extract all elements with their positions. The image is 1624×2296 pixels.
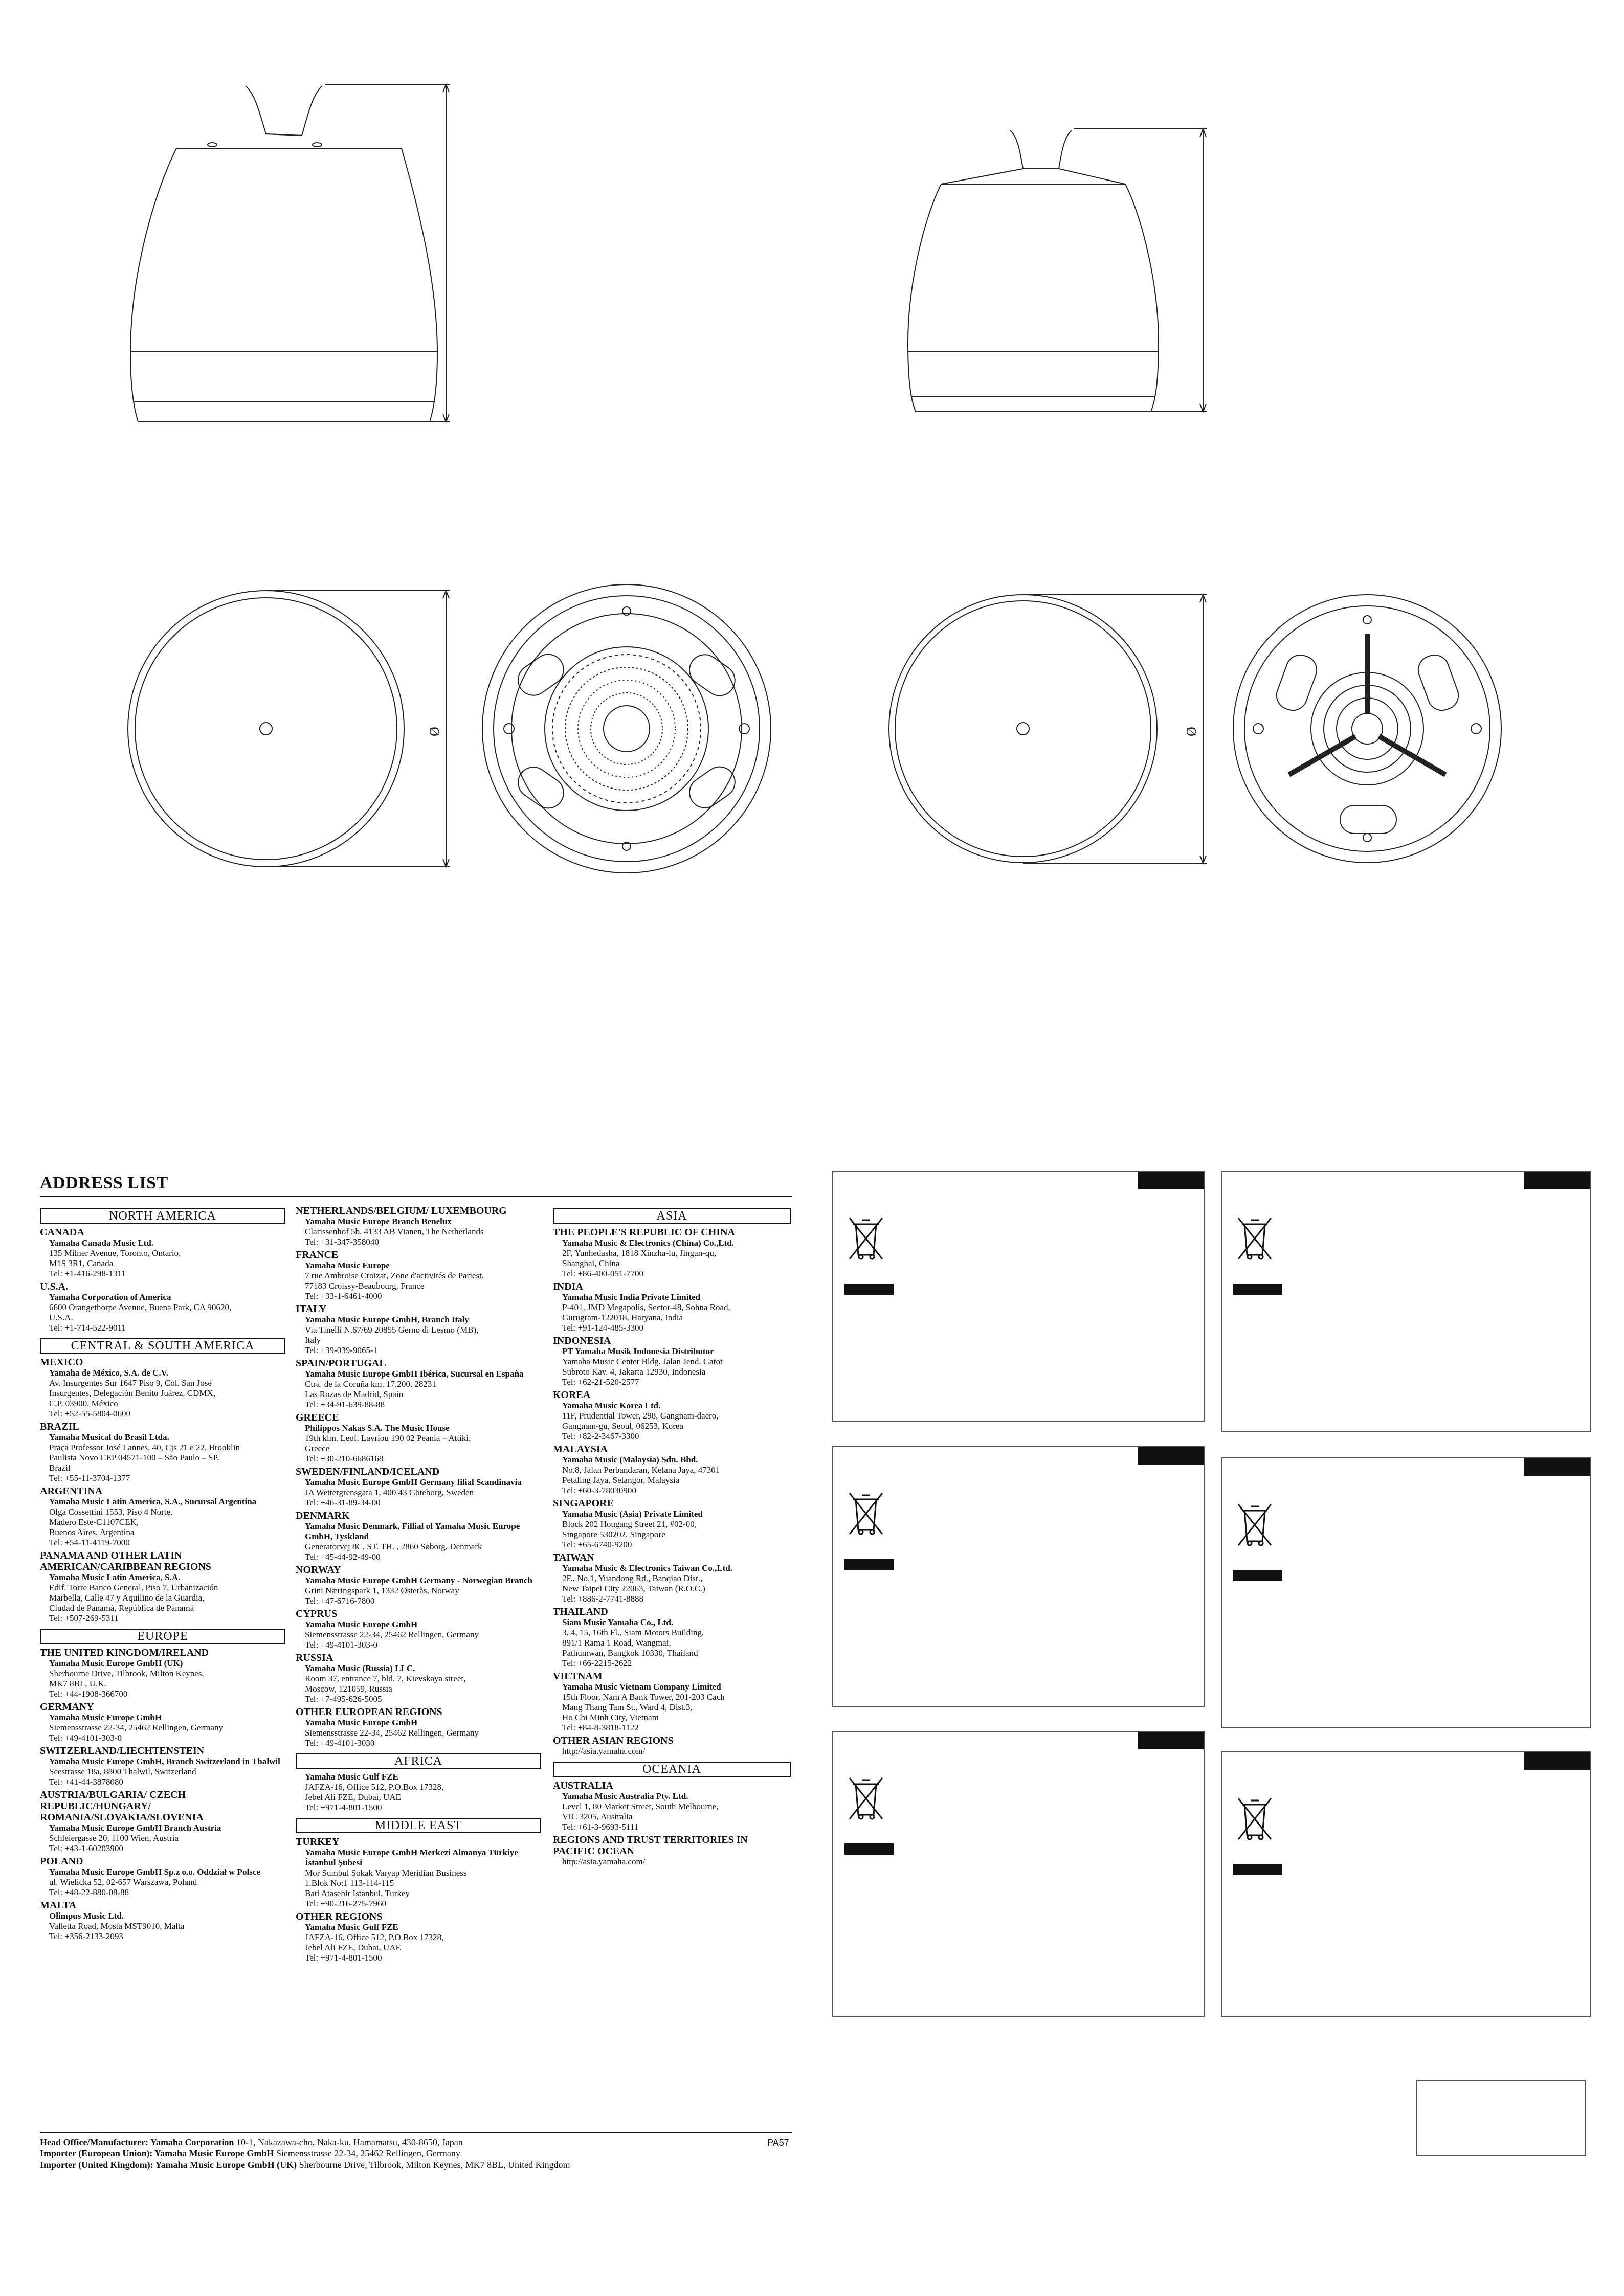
address-line: Grini Næringspark 1, 1332 Østerås, Norway: [305, 1586, 459, 1595]
crossed-out-bin-icon: [1234, 1214, 1275, 1263]
company-name: Yamaha Music Europe GmbH (UK): [49, 1658, 183, 1668]
address-entry: [296, 1369, 541, 1410]
language-tab: [1524, 1458, 1590, 1476]
address-line: Olga Cossettini 1553, Piso 4 Norte,: [49, 1507, 173, 1517]
footer-rule: [40, 2132, 792, 2133]
address-entry: [553, 1455, 791, 1496]
company-name: Yamaha Music Europe GmbH Branch Austria: [49, 1823, 221, 1833]
company-name: Yamaha Music Europe GmbH Ibérica, Sucursal en España: [305, 1369, 524, 1379]
speaker-a-top-view: [128, 591, 450, 867]
address-line: Mor Sumbul Sokak Varyap Meridian Business: [305, 1868, 467, 1878]
country-name: MALTA: [40, 1900, 77, 1911]
country-name: NORWAY: [296, 1564, 341, 1575]
company-name: Yamaha Music Vietnam Company Limited: [562, 1682, 721, 1692]
address-entry: [40, 1757, 285, 1787]
company-name: Philippos Nakas S.A. The Music House: [305, 1423, 450, 1433]
address-line: Jebel Ali FZE, Dubai, UAE: [305, 1792, 401, 1802]
country-name: SWITZERLAND/LIECHTENSTEIN: [40, 1745, 205, 1757]
address-list: [40, 1174, 792, 2186]
address-line: Ho Chi Minh City, Vietnam: [562, 1713, 659, 1722]
language-tab: [1138, 1172, 1204, 1189]
address-line: Tel: +49-4101-303-0: [305, 1640, 378, 1650]
address-line: Italy: [305, 1335, 321, 1345]
address-line: Block 202 Hougang Street 21, #02-00,: [562, 1519, 697, 1529]
diameter-label-a: Ø: [427, 727, 442, 736]
country-name: TURKEY: [296, 1836, 340, 1848]
company-name: Yamaha Music Latin America, S.A.: [49, 1572, 181, 1582]
address-line: Tel: +48-22-880-08-88: [49, 1887, 129, 1897]
address-line: Las Rozas de Madrid, Spain: [305, 1389, 404, 1399]
weee-bar: [1233, 1284, 1282, 1295]
company-name: Yamaha Music Europe GmbH: [305, 1619, 418, 1629]
address-entry: [40, 1368, 285, 1419]
country-name: THAILAND: [553, 1606, 608, 1617]
address-column-2: [296, 1203, 541, 1963]
address-line: Paulista Novo CEP 04571-100 – São Paulo – SP,: [49, 1453, 219, 1462]
address-line: 135 Milner Avenue, Toronto, Ontario,: [49, 1248, 181, 1258]
weee-notice-box: [1221, 1751, 1591, 2017]
address-entry: [40, 1432, 285, 1483]
address-line: Tel: +84-8-3818-1122: [562, 1723, 639, 1732]
address-line: Sherbourne Drive, Tilbrook, Milton Keynes,: [49, 1669, 204, 1678]
weee-bar: [844, 1843, 894, 1855]
address-entry: [553, 1791, 791, 1832]
address-line: Tel: +49-4101-303-0: [49, 1733, 122, 1743]
address-line: Tel: +971-4-801-1500: [305, 1953, 382, 1963]
address-entry: [553, 1401, 791, 1442]
address-line: Tel: +82-2-3467-3300: [562, 1431, 639, 1441]
country-name: THE UNITED KINGDOM/IRELAND: [40, 1647, 209, 1658]
address-line: 7 rue Ambroise Croizat, Zone d'activités de Pariest,: [305, 1271, 484, 1280]
weee-notice-box: [1221, 1171, 1591, 1432]
address-entry: [553, 1857, 791, 1867]
company-name: Yamaha Musical do Brasil Ltda.: [49, 1432, 169, 1442]
country-name: OTHER EUROPEAN REGIONS: [296, 1706, 442, 1718]
address-entry: [40, 1867, 285, 1898]
address-line: Siemensstrasse 22-34, 25462 Rellingen, Germany: [49, 1723, 223, 1732]
address-entry: [40, 1497, 285, 1548]
address-line: http://asia.yamaha.com/: [562, 1857, 646, 1866]
address-entry: [40, 1658, 285, 1699]
address-line: 15th Floor, Nam A Bank Tower, 201-203 Cach: [562, 1692, 725, 1702]
address-entry: [296, 1575, 541, 1606]
title-rule: [40, 1196, 792, 1197]
address-line: Buenos Aires, Argentina: [49, 1527, 135, 1537]
address-line: Tel: +1-714-522-9011: [49, 1323, 126, 1333]
company-name: Yamaha Music Europe GmbH Merkezi Almanya Türkiye İstanbul Şubesi: [305, 1848, 518, 1867]
address-line: Tel: +41-44-3878080: [49, 1777, 123, 1787]
country-name: VIETNAM: [553, 1671, 603, 1682]
address-entry: [553, 1509, 791, 1550]
address-line: 1.Blok No:1 113-114-115: [305, 1878, 394, 1888]
region-heading: AFRICA: [296, 1753, 541, 1769]
speaker-b-side-view: [908, 129, 1207, 412]
address-line: Tel: +65-6740-9200: [562, 1540, 632, 1549]
document-code: PA57: [767, 2137, 789, 2148]
address-line: Valletta Road, Mosta MST9010, Malta: [49, 1921, 185, 1931]
company-name: Yamaha Music India Private Limited: [562, 1292, 701, 1302]
address-line: Tel: +44-1908-366700: [49, 1689, 128, 1699]
address-entry: [296, 1217, 541, 1247]
address-line: Yamaha Music Center Bldg. Jalan Jend. Gatot: [562, 1357, 723, 1366]
address-line: Tel: +55-11-3704-1377: [49, 1473, 130, 1483]
address-line: Tel: +43-1-60203900: [49, 1843, 123, 1853]
address-line: Av. Insurgentes Sur 1647 Piso 9, Col. San José: [49, 1378, 212, 1388]
country-name: OTHER REGIONS: [296, 1911, 383, 1922]
country-name: PANAMA AND OTHER LATIN AMERICAN/CARIBBEAN REGIONS: [40, 1550, 212, 1572]
address-column-1: [40, 1203, 285, 1942]
company-name: Olimpus Music Ltd.: [49, 1911, 124, 1921]
company-name: Yamaha Music Europe GmbH: [305, 1718, 418, 1727]
country-name: KOREA: [553, 1389, 591, 1401]
address-line: Tel: +356-2133-2093: [49, 1931, 123, 1941]
country-name: BRAZIL: [40, 1421, 79, 1432]
country-name: CYPRUS: [296, 1608, 338, 1619]
company-name: Yamaha Music Europe GmbH, Branch Switzerland in Thalwil: [49, 1757, 280, 1766]
address-line: 77183 Croissy-Beaubourg, France: [305, 1281, 425, 1291]
language-tab: [1138, 1447, 1204, 1465]
address-line: Brazil: [49, 1463, 71, 1473]
crossed-out-bin-icon: [1234, 1794, 1275, 1843]
address-entry: [296, 1619, 541, 1650]
address-entry: [553, 1746, 791, 1757]
address-line: Singapore 530202, Singapore: [562, 1529, 665, 1539]
country-name: MALAYSIA: [553, 1444, 608, 1455]
weee-bar: [1233, 1570, 1282, 1581]
address-entry: [553, 1292, 791, 1333]
address-line: Generatorvej 8C, ST. TH. , 2860 Søborg, Denmark: [305, 1542, 482, 1551]
address-line: Insurgentes, Delegación Benito Juárez, CDMX,: [49, 1388, 215, 1398]
address-line: Tel: +45-44-92-49-00: [305, 1552, 381, 1562]
address-line: Shanghai, China: [562, 1258, 620, 1268]
language-tab: [1138, 1732, 1204, 1749]
speaker-b-bottom-view: [1233, 595, 1501, 863]
company-name: Yamaha Music (Malaysia) Sdn. Bhd.: [562, 1455, 698, 1465]
address-line: Gurugram-122018, Haryana, India: [562, 1313, 683, 1322]
address-list-title: ADDRESS LIST: [40, 1174, 168, 1192]
address-line: 6600 Orangethorpe Avenue, Buena Park, CA 90620,: [49, 1302, 232, 1312]
company-name: Yamaha Music Latin America, S.A., Sucursal Argentina: [49, 1497, 257, 1506]
address-entry: [296, 1260, 541, 1301]
company-name: Yamaha Music (Russia) LLC.: [305, 1663, 415, 1673]
address-line: Seestrasse 18a, 8800 Thalwil, Switzerland: [49, 1767, 196, 1776]
country-name: ARGENTINA: [40, 1485, 103, 1497]
region-heading: CENTRAL & SOUTH AMERICA: [40, 1338, 285, 1354]
country-name: GERMANY: [40, 1701, 94, 1713]
company-name: Yamaha Music & Electronics (China) Co.,Ltd.: [562, 1238, 734, 1248]
address-line: Tel: +971-4-801-1500: [305, 1803, 382, 1812]
company-name: Yamaha Music Europe GmbH Sp.z o.o. Oddział w Polsce: [49, 1867, 260, 1877]
address-line: Greece: [305, 1444, 330, 1453]
address-line: 11F, Prudential Tower, 298, Gangnam-daero,: [562, 1411, 719, 1421]
weee-notice-box: [1221, 1457, 1591, 1728]
country-name: INDIA: [553, 1281, 583, 1292]
address-line: Tel: +86-400-051-7700: [562, 1269, 644, 1278]
address-line: http://asia.yamaha.com/: [562, 1746, 646, 1756]
company-name: Yamaha Music Denmark, Fillial of Yamaha Music Europe GmbH, Tyskland: [305, 1521, 520, 1541]
address-entry: [553, 1563, 791, 1604]
address-line: Tel: +34-91-639-88-88: [305, 1400, 385, 1409]
country-name: GREECE: [296, 1412, 339, 1423]
region-heading: NORTH AMERICA: [40, 1208, 285, 1224]
speaker-a-bottom-view: [482, 584, 771, 873]
address-line: Siemensstrasse 22-34, 25462 Rellingen, Germany: [305, 1630, 479, 1639]
address-entry: [296, 1663, 541, 1704]
address-entry: [40, 1713, 285, 1743]
country-name: NETHERLANDS/BELGIUM/ LUXEMBOURG: [296, 1205, 507, 1217]
address-line: Tel: +507-269-5311: [49, 1613, 119, 1623]
country-name: SINGAPORE: [553, 1498, 614, 1509]
address-line: JAFZA-16, Office 512, P.O.Box 17328,: [305, 1782, 444, 1792]
language-tab: [1524, 1752, 1590, 1770]
country-name: POLAND: [40, 1856, 83, 1867]
address-entry: [40, 1572, 285, 1624]
address-line: 2F, Yunhedasha, 1818 Xinzha-lu, Jingan-qu,: [562, 1248, 717, 1258]
company-name: Yamaha Music Australia Pty. Ltd.: [562, 1791, 688, 1801]
weee-notice-box: [832, 1446, 1205, 1707]
address-entry: [553, 1238, 791, 1279]
address-line: Tel: +61-3-9693-5111: [562, 1822, 639, 1832]
address-line: Tel: +1-416-298-1311: [49, 1269, 126, 1278]
address-line: 3, 4, 15, 16th Fl., Siam Motors Building,: [562, 1628, 704, 1637]
address-entry: [40, 1238, 285, 1279]
address-line: Tel: +7-495-626-5005: [305, 1694, 382, 1704]
footer: [40, 2136, 792, 2170]
address-line: Tel: +31-347-358040: [305, 1237, 379, 1247]
address-line: Mang Thang Tam St., Ward 4, Dist.3,: [562, 1702, 693, 1712]
country-name: AUSTRALIA: [553, 1780, 613, 1791]
country-name: THE PEOPLE'S REPUBLIC OF CHINA: [553, 1227, 735, 1238]
country-name: INDONESIA: [553, 1335, 611, 1346]
weee-notice-box: [832, 1731, 1205, 2017]
company-name: PT Yamaha Musik Indonesia Distributor: [562, 1346, 714, 1356]
company-name: Yamaha de México, S.A. de C.V.: [49, 1368, 168, 1378]
address-line: Marbella, Calle 47 y Aquilino de la Guardia,: [49, 1593, 205, 1603]
address-line: Tel: +49-4101-3030: [305, 1738, 375, 1748]
address-entry: [296, 1521, 541, 1562]
address-line: Gangnam-gu, Seoul, 06253, Korea: [562, 1421, 684, 1431]
address-line: Ctra. de la Coruña km. 17,200, 28231: [305, 1379, 436, 1389]
address-line: Via Tinelli N.67/69 20855 Gerno di Lesmo (MB),: [305, 1325, 479, 1335]
language-tab: [1524, 1172, 1590, 1189]
address-line: Level 1, 80 Market Street, South Melbourne,: [562, 1802, 719, 1811]
address-line: No.8, Jalan Perbandaran, Kelana Jaya, 47301: [562, 1465, 720, 1475]
address-line: Madero Este-C1107CEK,: [49, 1517, 139, 1527]
address-entry: [40, 1292, 285, 1333]
country-name: CANADA: [40, 1227, 84, 1238]
address-line: Pathumwan, Bangkok 10330, Thailand: [562, 1648, 698, 1658]
address-line: Petaling Jaya, Selangor, Malaysia: [562, 1475, 680, 1485]
country-name: SPAIN/PORTUGAL: [296, 1358, 386, 1369]
address-line: Tel: +886-2-7741-8888: [562, 1594, 644, 1604]
country-name: SWEDEN/FINLAND/ICELAND: [296, 1466, 440, 1477]
address-line: Ciudad de Panamá, República de Panamá: [49, 1603, 194, 1613]
address-line: P-401, JMD Megapolis, Sector-48, Sohna Road,: [562, 1302, 730, 1312]
address-column-3: [553, 1203, 791, 1867]
weee-bar: [1233, 1864, 1282, 1875]
address-line: Tel: +46-31-89-34-00: [305, 1498, 381, 1507]
address-entry: [296, 1477, 541, 1508]
country-name: ITALY: [296, 1303, 327, 1315]
crossed-out-bin-icon: [846, 1489, 886, 1538]
address-line: Clarissenhof 5b, 4133 AB Vianen, The Netherlands: [305, 1227, 484, 1236]
address-line: Bati Atasehir Istanbul, Turkey: [305, 1888, 410, 1898]
company-name: Yamaha Music Gulf FZE: [305, 1772, 398, 1782]
address-line: Praça Professor José Lannes, 40, Cjs 21 e 22, Brooklin: [49, 1443, 240, 1452]
region-heading: EUROPE: [40, 1629, 285, 1644]
country-name: REGIONS AND TRUST TERRITORIES IN PACIFIC OCEAN: [553, 1834, 748, 1857]
address-line: JAFZA-16, Office 512, P.O.Box 17328,: [305, 1932, 444, 1942]
company-name: Yamaha Music Korea Ltd.: [562, 1401, 661, 1410]
company-name: Yamaha Music Europe GmbH Germany - Norwegian Branch: [305, 1575, 532, 1585]
country-name: RUSSIA: [296, 1652, 333, 1663]
address-line: Tel: +60-3-78030900: [562, 1485, 636, 1495]
address-line: Schleiergasse 20, 1100 Wien, Austria: [49, 1833, 179, 1843]
weee-bar: [844, 1284, 894, 1295]
address-entry: [553, 1346, 791, 1387]
address-entry: [40, 1911, 285, 1942]
country-name: U.S.A.: [40, 1281, 69, 1292]
company-name: Yamaha Music & Electronics Taiwan Co.,Ltd.: [562, 1563, 733, 1573]
company-name: Yamaha Music Europe GmbH Germany filial Scandinavia: [305, 1477, 522, 1487]
speaker-b-top-view: [889, 595, 1207, 863]
address-entry: [296, 1315, 541, 1356]
country-name: OTHER ASIAN REGIONS: [553, 1735, 674, 1746]
address-line: Tel: +47-6716-7800: [305, 1596, 375, 1606]
address-line: 891/1 Rama 1 Road, Wangmai,: [562, 1638, 671, 1648]
address-line: Tel: +62-21-520-2577: [562, 1377, 639, 1387]
importer-eu-line: Importer (European Union): Yamaha Music Europe GmbH Siemensstrasse 22-34, 25462 Rellingen, Germany: [40, 2148, 460, 2158]
address-line: Tel: +90-216-275-7960: [305, 1899, 387, 1908]
blank-label-box: [1416, 2080, 1586, 2156]
address-line: C.P. 03900, México: [49, 1399, 118, 1408]
country-name: MEXICO: [40, 1357, 83, 1368]
company-name: Yamaha Corporation of America: [49, 1292, 171, 1302]
address-line: New Taipei City 22063, Taiwan (R.O.C.): [562, 1584, 705, 1593]
address-line: ul. Wielicka 52, 02-657 Warszawa, Poland: [49, 1877, 197, 1887]
country-name: TAIWAN: [553, 1552, 594, 1563]
address-entry: [296, 1718, 541, 1748]
address-entry: [296, 1848, 541, 1909]
address-line: Tel: +66-2215-2622: [562, 1658, 632, 1668]
head-office-line: Head Office/Manufacturer: Yamaha Corporation 10-1, Nakazawa-cho, Naka-ku, Hamamatsu, 430-8650, Japan: [40, 2137, 463, 2147]
company-name: Yamaha Music Europe Branch Benelux: [305, 1217, 452, 1226]
speaker-a-side-view: [130, 84, 450, 422]
country-name: FRANCE: [296, 1249, 339, 1260]
address-entry: [296, 1772, 541, 1813]
address-line: U.S.A.: [49, 1313, 73, 1322]
address-line: Room 37, entrance 7, bld. 7, Kievskaya street,: [305, 1674, 466, 1683]
country-name: AUSTRIA/BULGARIA/ CZECH REPUBLIC/HUNGARY/ ROMANIA/SLOVAKIA/SLOVENIA: [40, 1789, 204, 1823]
crossed-out-bin-icon: [846, 1774, 886, 1822]
address-line: Subroto Kav. 4, Jakarta 12930, Indonesia: [562, 1367, 706, 1377]
crossed-out-bin-icon: [846, 1214, 886, 1263]
address-line: 2F., No.1, Yuandong Rd., Banqiao Dist.,: [562, 1573, 703, 1583]
region-heading: OCEANIA: [553, 1762, 791, 1777]
address-entry: [553, 1682, 791, 1733]
address-line: JA Wettergrensgata 1, 400 43 Göteborg, Sweden: [305, 1488, 474, 1497]
weee-notice-box: [832, 1171, 1205, 1422]
address-line: VIC 3205, Australia: [562, 1812, 633, 1821]
company-name: Yamaha Music Europe GmbH: [49, 1713, 162, 1722]
address-line: Tel: +30-210-6686168: [305, 1454, 384, 1464]
address-line: Siemensstrasse 22-34, 25462 Rellingen, Germany: [305, 1728, 479, 1738]
address-line: Tel: +52-55-5804-0600: [49, 1409, 131, 1419]
address-entry: [553, 1617, 791, 1669]
crossed-out-bin-icon: [1234, 1500, 1275, 1549]
speaker-dimension-drawings: [0, 0, 1624, 1099]
address-entry: [40, 1823, 285, 1854]
company-name: Yamaha Music Europe: [305, 1260, 390, 1270]
address-line: Moscow, 121059, Russia: [305, 1684, 392, 1694]
company-name: Yamaha Music Europe GmbH, Branch Italy: [305, 1315, 469, 1324]
address-line: Edif. Torre Banco General, Piso 7, Urbanización: [49, 1583, 218, 1592]
address-line: MK7 8BL, U.K.: [49, 1679, 106, 1689]
address-entry: [296, 1423, 541, 1464]
address-line: M1S 3R1, Canada: [49, 1258, 114, 1268]
address-line: Tel: +91-124-485-3300: [562, 1323, 644, 1333]
address-line: Tel: +39-039-9065-1: [305, 1345, 378, 1355]
importer-uk-line: Importer (United Kingdom): Yamaha Music Europe GmbH (UK) Sherbourne Drive, Tilbrook, Milton Keynes, MK7 8BL, United Kingdom: [40, 2159, 570, 2170]
company-name: Yamaha Canada Music Ltd.: [49, 1238, 154, 1248]
address-entry: [296, 1922, 541, 1963]
weee-bar: [844, 1559, 894, 1570]
region-heading: ASIA: [553, 1208, 791, 1224]
address-line: 19th klm. Leof. Lavriou 190 02 Peania – Attiki,: [305, 1433, 471, 1443]
address-line: Tel: +54-11-4119-7000: [49, 1538, 130, 1547]
diameter-label-b: Ø: [1184, 727, 1199, 736]
company-name: Yamaha Music (Asia) Private Limited: [562, 1509, 703, 1519]
region-heading: MIDDLE EAST: [296, 1818, 541, 1833]
company-name: Yamaha Music Gulf FZE: [305, 1922, 398, 1932]
address-line: Tel: +33-1-6461-4000: [305, 1291, 382, 1301]
country-name: DENMARK: [296, 1510, 350, 1521]
company-name: Siam Music Yamaha Co., Ltd.: [562, 1617, 674, 1627]
address-line: Jebel Ali FZE, Dubai, UAE: [305, 1943, 401, 1952]
